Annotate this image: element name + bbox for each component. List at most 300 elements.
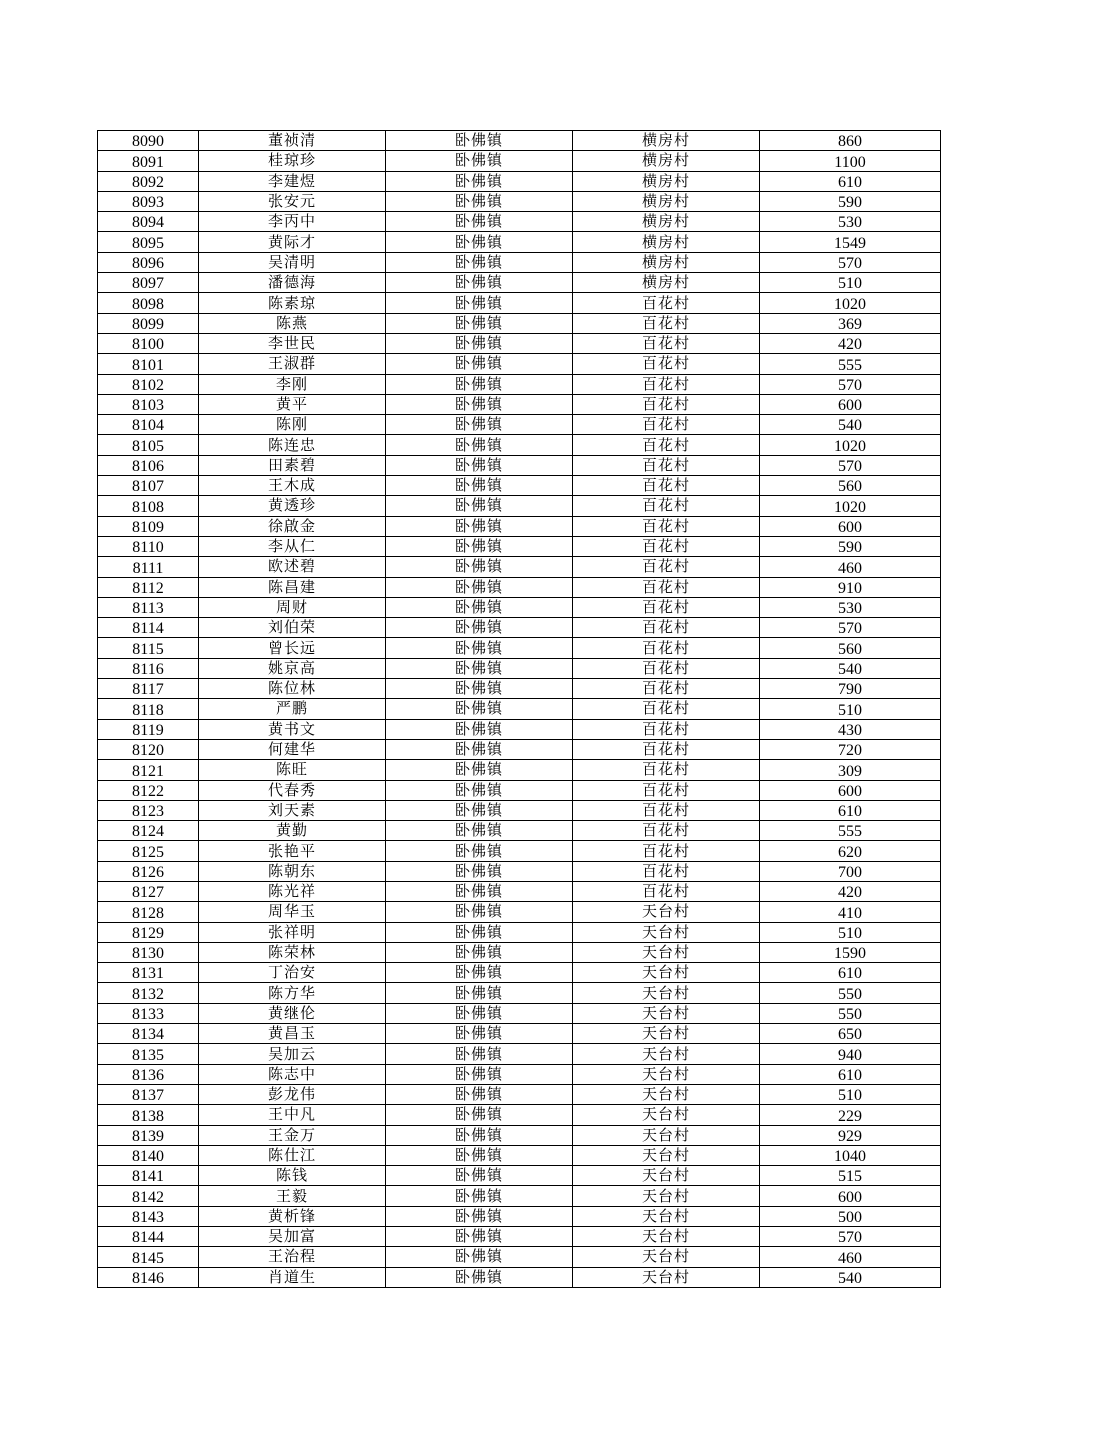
name-cell: 王毅 — [199, 1186, 386, 1206]
name-cell: 张祥明 — [199, 922, 386, 942]
town-cell: 卧佛镇 — [386, 679, 573, 699]
row-number-cell: 8136 — [98, 1064, 199, 1084]
town-cell: 卧佛镇 — [386, 374, 573, 394]
table-row — [98, 191, 941, 211]
town-cell: 卧佛镇 — [386, 760, 573, 780]
village-cell: 百花村 — [573, 333, 760, 353]
town-cell: 卧佛镇 — [386, 719, 573, 739]
town-cell: 卧佛镇 — [386, 333, 573, 353]
village-cell: 百花村 — [573, 293, 760, 313]
village-cell: 天台村 — [573, 1267, 760, 1287]
row-number-cell: 8107 — [98, 476, 199, 496]
table-body — [98, 131, 941, 1288]
table-row — [98, 536, 941, 556]
name-cell: 张艳平 — [199, 841, 386, 861]
town-cell: 卧佛镇 — [386, 476, 573, 496]
row-number-cell: 8119 — [98, 719, 199, 739]
row-number-cell: 8118 — [98, 699, 199, 719]
row-number-cell: 8115 — [98, 638, 199, 658]
village-cell: 百花村 — [573, 374, 760, 394]
village-cell: 天台村 — [573, 902, 760, 922]
name-cell: 黄继伦 — [199, 1003, 386, 1023]
name-cell: 王金万 — [199, 1125, 386, 1145]
village-cell: 百花村 — [573, 861, 760, 881]
table-row — [98, 455, 941, 475]
name-cell: 李建煜 — [199, 171, 386, 191]
row-number-cell: 8145 — [98, 1247, 199, 1267]
row-number-cell: 8117 — [98, 679, 199, 699]
amount-cell: 590 — [760, 191, 941, 211]
village-cell: 百花村 — [573, 557, 760, 577]
amount-cell: 460 — [760, 1247, 941, 1267]
table-row — [98, 597, 941, 617]
table-row — [98, 374, 941, 394]
village-cell: 百花村 — [573, 760, 760, 780]
town-cell: 卧佛镇 — [386, 739, 573, 759]
table-row — [98, 1125, 941, 1145]
name-cell: 姚京高 — [199, 658, 386, 678]
table-row — [98, 577, 941, 597]
village-cell: 百花村 — [573, 597, 760, 617]
town-cell: 卧佛镇 — [386, 171, 573, 191]
amount-cell: 430 — [760, 719, 941, 739]
table-row — [98, 1267, 941, 1287]
table-row — [98, 354, 941, 374]
name-cell: 丁治安 — [199, 963, 386, 983]
row-number-cell: 8138 — [98, 1105, 199, 1125]
amount-cell: 570 — [760, 374, 941, 394]
village-cell: 百花村 — [573, 496, 760, 516]
name-cell: 李从仁 — [199, 536, 386, 556]
table-row — [98, 638, 941, 658]
row-number-cell: 8123 — [98, 800, 199, 820]
amount-cell: 600 — [760, 394, 941, 414]
town-cell: 卧佛镇 — [386, 1024, 573, 1044]
name-cell: 桂琼珍 — [199, 151, 386, 171]
row-number-cell: 8130 — [98, 942, 199, 962]
name-cell: 刘伯荣 — [199, 618, 386, 638]
town-cell: 卧佛镇 — [386, 273, 573, 293]
row-number-cell: 8116 — [98, 658, 199, 678]
name-cell: 陈素琼 — [199, 293, 386, 313]
row-number-cell: 8095 — [98, 232, 199, 252]
town-cell: 卧佛镇 — [386, 354, 573, 374]
table-row — [98, 679, 941, 699]
amount-cell: 420 — [760, 333, 941, 353]
table-row — [98, 557, 941, 577]
town-cell: 卧佛镇 — [386, 780, 573, 800]
table-row — [98, 841, 941, 861]
table-row — [98, 861, 941, 881]
town-cell: 卧佛镇 — [386, 496, 573, 516]
village-cell: 横房村 — [573, 151, 760, 171]
name-cell: 何建华 — [199, 739, 386, 759]
table-row — [98, 1247, 941, 1267]
name-cell: 董祯清 — [199, 131, 386, 151]
town-cell: 卧佛镇 — [386, 1186, 573, 1206]
table-row — [98, 739, 941, 759]
town-cell: 卧佛镇 — [386, 313, 573, 333]
name-cell: 黄析锋 — [199, 1206, 386, 1226]
amount-cell: 1590 — [760, 942, 941, 962]
name-cell: 刘天素 — [199, 800, 386, 820]
village-cell: 百花村 — [573, 536, 760, 556]
name-cell: 吴加云 — [199, 1044, 386, 1064]
table-row — [98, 435, 941, 455]
name-cell: 陈刚 — [199, 415, 386, 435]
town-cell: 卧佛镇 — [386, 1206, 573, 1226]
name-cell: 陈荣林 — [199, 942, 386, 962]
name-cell: 陈志中 — [199, 1064, 386, 1084]
village-cell: 横房村 — [573, 171, 760, 191]
town-cell: 卧佛镇 — [386, 1145, 573, 1165]
town-cell: 卧佛镇 — [386, 212, 573, 232]
town-cell: 卧佛镇 — [386, 699, 573, 719]
amount-cell: 369 — [760, 313, 941, 333]
name-cell: 严鹏 — [199, 699, 386, 719]
table-row — [98, 313, 941, 333]
town-cell: 卧佛镇 — [386, 1125, 573, 1145]
name-cell: 陈燕 — [199, 313, 386, 333]
town-cell: 卧佛镇 — [386, 821, 573, 841]
table-row — [98, 333, 941, 353]
village-cell: 天台村 — [573, 1247, 760, 1267]
row-number-cell: 8097 — [98, 273, 199, 293]
town-cell: 卧佛镇 — [386, 1105, 573, 1125]
table-row — [98, 131, 941, 151]
row-number-cell: 8108 — [98, 496, 199, 516]
name-cell: 李世民 — [199, 333, 386, 353]
name-cell: 肖道生 — [199, 1267, 386, 1287]
village-cell: 天台村 — [573, 922, 760, 942]
village-cell: 百花村 — [573, 516, 760, 536]
amount-cell: 560 — [760, 638, 941, 658]
table-row — [98, 415, 941, 435]
town-cell: 卧佛镇 — [386, 1044, 573, 1064]
village-cell: 横房村 — [573, 252, 760, 272]
village-cell: 横房村 — [573, 212, 760, 232]
town-cell: 卧佛镇 — [386, 881, 573, 901]
table-row — [98, 719, 941, 739]
village-cell: 百花村 — [573, 821, 760, 841]
amount-cell: 550 — [760, 983, 941, 1003]
amount-cell: 1020 — [760, 293, 941, 313]
village-cell: 百花村 — [573, 354, 760, 374]
table-row — [98, 212, 941, 232]
name-cell: 黄昌玉 — [199, 1024, 386, 1044]
town-cell: 卧佛镇 — [386, 252, 573, 272]
name-cell: 王木成 — [199, 476, 386, 496]
village-cell: 百花村 — [573, 415, 760, 435]
table-row — [98, 963, 941, 983]
name-cell: 黄平 — [199, 394, 386, 414]
village-cell: 天台村 — [573, 1206, 760, 1226]
table-row — [98, 800, 941, 820]
table-row — [98, 476, 941, 496]
name-cell: 张安元 — [199, 191, 386, 211]
row-number-cell: 8134 — [98, 1024, 199, 1044]
village-cell: 横房村 — [573, 191, 760, 211]
amount-cell: 610 — [760, 1064, 941, 1084]
row-number-cell: 8128 — [98, 902, 199, 922]
table-row — [98, 1105, 941, 1125]
amount-cell: 570 — [760, 1227, 941, 1247]
amount-cell: 590 — [760, 536, 941, 556]
amount-cell: 510 — [760, 1084, 941, 1104]
name-cell: 陈旺 — [199, 760, 386, 780]
amount-cell: 510 — [760, 273, 941, 293]
table-row — [98, 658, 941, 678]
town-cell: 卧佛镇 — [386, 963, 573, 983]
amount-cell: 940 — [760, 1044, 941, 1064]
table-row — [98, 496, 941, 516]
town-cell: 卧佛镇 — [386, 191, 573, 211]
village-cell: 横房村 — [573, 232, 760, 252]
row-number-cell: 8098 — [98, 293, 199, 313]
name-cell: 陈光祥 — [199, 881, 386, 901]
row-number-cell: 8114 — [98, 618, 199, 638]
amount-cell: 229 — [760, 1105, 941, 1125]
village-cell: 百花村 — [573, 841, 760, 861]
amount-cell: 510 — [760, 922, 941, 942]
table-row — [98, 252, 941, 272]
town-cell: 卧佛镇 — [386, 922, 573, 942]
town-cell: 卧佛镇 — [386, 618, 573, 638]
amount-cell: 560 — [760, 476, 941, 496]
row-number-cell: 8135 — [98, 1044, 199, 1064]
village-cell: 天台村 — [573, 1084, 760, 1104]
row-number-cell: 8091 — [98, 151, 199, 171]
row-number-cell: 8113 — [98, 597, 199, 617]
name-cell: 王淑群 — [199, 354, 386, 374]
row-number-cell: 8111 — [98, 557, 199, 577]
village-cell: 百花村 — [573, 800, 760, 820]
amount-cell: 860 — [760, 131, 941, 151]
row-number-cell: 8120 — [98, 739, 199, 759]
row-number-cell: 8102 — [98, 374, 199, 394]
amount-cell: 530 — [760, 212, 941, 232]
village-cell: 天台村 — [573, 963, 760, 983]
row-number-cell: 8132 — [98, 983, 199, 1003]
row-number-cell: 8101 — [98, 354, 199, 374]
row-number-cell: 8126 — [98, 861, 199, 881]
row-number-cell: 8099 — [98, 313, 199, 333]
row-number-cell: 8094 — [98, 212, 199, 232]
row-number-cell: 8112 — [98, 577, 199, 597]
row-number-cell: 8106 — [98, 455, 199, 475]
town-cell: 卧佛镇 — [386, 1166, 573, 1186]
amount-cell: 540 — [760, 415, 941, 435]
town-cell: 卧佛镇 — [386, 983, 573, 1003]
name-cell: 彭龙伟 — [199, 1084, 386, 1104]
row-number-cell: 8127 — [98, 881, 199, 901]
town-cell: 卧佛镇 — [386, 293, 573, 313]
table-row — [98, 881, 941, 901]
name-cell: 陈朝东 — [199, 861, 386, 881]
amount-cell: 550 — [760, 1003, 941, 1023]
village-cell: 天台村 — [573, 983, 760, 1003]
town-cell: 卧佛镇 — [386, 577, 573, 597]
village-cell: 天台村 — [573, 1105, 760, 1125]
name-cell: 黄际才 — [199, 232, 386, 252]
name-cell: 黄书文 — [199, 719, 386, 739]
town-cell: 卧佛镇 — [386, 638, 573, 658]
name-cell: 陈方华 — [199, 983, 386, 1003]
town-cell: 卧佛镇 — [386, 902, 573, 922]
town-cell: 卧佛镇 — [386, 557, 573, 577]
amount-cell: 600 — [760, 516, 941, 536]
row-number-cell: 8142 — [98, 1186, 199, 1206]
town-cell: 卧佛镇 — [386, 394, 573, 414]
village-cell: 天台村 — [573, 1166, 760, 1186]
amount-cell: 540 — [760, 658, 941, 678]
row-number-cell: 8146 — [98, 1267, 199, 1287]
village-cell: 百花村 — [573, 679, 760, 699]
village-cell: 百花村 — [573, 455, 760, 475]
table-row — [98, 232, 941, 252]
village-cell: 百花村 — [573, 719, 760, 739]
amount-cell: 420 — [760, 881, 941, 901]
village-cell: 天台村 — [573, 1044, 760, 1064]
amount-cell: 555 — [760, 821, 941, 841]
table-row — [98, 942, 941, 962]
amount-cell: 1020 — [760, 496, 941, 516]
town-cell: 卧佛镇 — [386, 1247, 573, 1267]
amount-cell: 600 — [760, 780, 941, 800]
name-cell: 李丙中 — [199, 212, 386, 232]
row-number-cell: 8110 — [98, 536, 199, 556]
table-row — [98, 618, 941, 638]
table-row — [98, 1044, 941, 1064]
name-cell: 陈位林 — [199, 679, 386, 699]
village-cell: 天台村 — [573, 1186, 760, 1206]
village-cell: 天台村 — [573, 1227, 760, 1247]
town-cell: 卧佛镇 — [386, 1227, 573, 1247]
row-number-cell: 8092 — [98, 171, 199, 191]
town-cell: 卧佛镇 — [386, 597, 573, 617]
town-cell: 卧佛镇 — [386, 151, 573, 171]
amount-cell: 500 — [760, 1206, 941, 1226]
amount-cell: 790 — [760, 679, 941, 699]
town-cell: 卧佛镇 — [386, 516, 573, 536]
table-row — [98, 1166, 941, 1186]
row-number-cell: 8129 — [98, 922, 199, 942]
name-cell: 曾长远 — [199, 638, 386, 658]
row-number-cell: 8139 — [98, 1125, 199, 1145]
amount-cell: 650 — [760, 1024, 941, 1044]
amount-cell: 570 — [760, 252, 941, 272]
row-number-cell: 8096 — [98, 252, 199, 272]
name-cell: 徐啟金 — [199, 516, 386, 536]
amount-cell: 460 — [760, 557, 941, 577]
row-number-cell: 8143 — [98, 1206, 199, 1226]
table-row — [98, 821, 941, 841]
village-cell: 天台村 — [573, 1024, 760, 1044]
amount-cell: 610 — [760, 800, 941, 820]
town-cell: 卧佛镇 — [386, 232, 573, 252]
village-cell: 天台村 — [573, 1125, 760, 1145]
table-row — [98, 780, 941, 800]
amount-cell: 530 — [760, 597, 941, 617]
amount-cell: 570 — [760, 618, 941, 638]
amount-cell: 510 — [760, 699, 941, 719]
town-cell: 卧佛镇 — [386, 841, 573, 861]
table-row — [98, 922, 941, 942]
village-cell: 横房村 — [573, 131, 760, 151]
row-number-cell: 8125 — [98, 841, 199, 861]
name-cell: 陈钱 — [199, 1166, 386, 1186]
village-cell: 百花村 — [573, 577, 760, 597]
table-row — [98, 1227, 941, 1247]
table-row — [98, 394, 941, 414]
amount-cell: 410 — [760, 902, 941, 922]
town-cell: 卧佛镇 — [386, 131, 573, 151]
town-cell: 卧佛镇 — [386, 435, 573, 455]
table-row — [98, 1024, 941, 1044]
name-cell: 周华玉 — [199, 902, 386, 922]
data-table — [97, 130, 941, 1288]
row-number-cell: 8144 — [98, 1227, 199, 1247]
row-number-cell: 8104 — [98, 415, 199, 435]
amount-cell: 515 — [760, 1166, 941, 1186]
row-number-cell: 8124 — [98, 821, 199, 841]
village-cell: 百花村 — [573, 739, 760, 759]
row-number-cell: 8109 — [98, 516, 199, 536]
amount-cell: 1040 — [760, 1145, 941, 1165]
village-cell: 百花村 — [573, 476, 760, 496]
amount-cell: 700 — [760, 861, 941, 881]
town-cell: 卧佛镇 — [386, 415, 573, 435]
name-cell: 李刚 — [199, 374, 386, 394]
row-number-cell: 8103 — [98, 394, 199, 414]
amount-cell: 610 — [760, 963, 941, 983]
village-cell: 百花村 — [573, 881, 760, 901]
row-number-cell: 8090 — [98, 131, 199, 151]
row-number-cell: 8105 — [98, 435, 199, 455]
village-cell: 百花村 — [573, 313, 760, 333]
table-row — [98, 1084, 941, 1104]
village-cell: 天台村 — [573, 1064, 760, 1084]
village-cell: 百花村 — [573, 638, 760, 658]
name-cell: 周财 — [199, 597, 386, 617]
village-cell: 横房村 — [573, 273, 760, 293]
town-cell: 卧佛镇 — [386, 1267, 573, 1287]
table-row — [98, 902, 941, 922]
name-cell: 王治程 — [199, 1247, 386, 1267]
table-row — [98, 273, 941, 293]
amount-cell: 1100 — [760, 151, 941, 171]
table-row — [98, 1145, 941, 1165]
table-row — [98, 699, 941, 719]
town-cell: 卧佛镇 — [386, 861, 573, 881]
table-row — [98, 1064, 941, 1084]
village-cell: 百花村 — [573, 394, 760, 414]
name-cell: 王中凡 — [199, 1105, 386, 1125]
table-row — [98, 171, 941, 191]
village-cell: 百花村 — [573, 435, 760, 455]
amount-cell: 620 — [760, 841, 941, 861]
amount-cell: 720 — [760, 739, 941, 759]
row-number-cell: 8100 — [98, 333, 199, 353]
amount-cell: 610 — [760, 171, 941, 191]
name-cell: 陈昌建 — [199, 577, 386, 597]
village-cell: 百花村 — [573, 699, 760, 719]
name-cell: 潘德海 — [199, 273, 386, 293]
village-cell: 天台村 — [573, 942, 760, 962]
amount-cell: 309 — [760, 760, 941, 780]
amount-cell: 555 — [760, 354, 941, 374]
name-cell: 陈连忠 — [199, 435, 386, 455]
